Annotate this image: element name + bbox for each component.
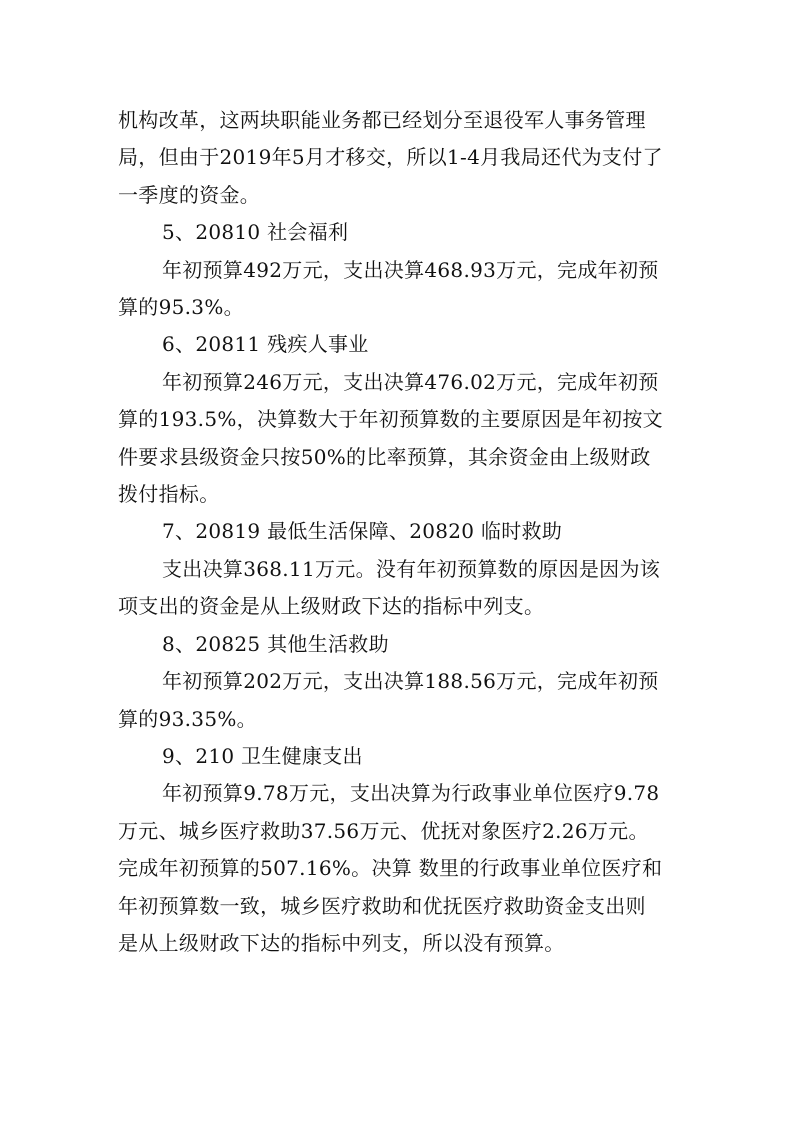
section-heading — [118, 626, 678, 663]
text-line: 年初预算246万元，支出决算476.02万元，完成年初预 — [162, 369, 659, 394]
text-line: 年初预算数一致，城乡医疗救助和优抚医疗救助资金支出则 — [118, 893, 646, 918]
document-body — [118, 102, 678, 962]
text-line: 件要求县级资金只按50%的比率预算，其余资金由上级财政 — [118, 444, 651, 469]
paragraph — [118, 775, 678, 962]
paragraph — [118, 102, 678, 214]
paragraph — [118, 663, 678, 738]
text-line: 年初预算202万元，支出决算188.56万元，完成年初预 — [162, 669, 659, 694]
heading-text: 8、20825 其他生活救助 — [162, 631, 389, 656]
text-line: 算的193.5%，决算数大于年初预算数的主要原因是年初按文 — [118, 407, 663, 432]
text-line: 局，但由于2019年5月才移交，所以1-4月我局还代为支付了 — [118, 145, 663, 170]
text-line: 完成年初预算的507.16%。决算 数里的行政事业单位医疗和 — [118, 856, 663, 881]
paragraph — [118, 252, 678, 327]
paragraph — [118, 551, 678, 626]
text-line: 拨付指标。 — [118, 482, 220, 507]
text-line: 算的95.3%。 — [118, 295, 244, 320]
section-heading — [118, 326, 678, 363]
text-line: 一季度的资金。 — [118, 182, 261, 207]
section-heading — [118, 513, 678, 550]
heading-text: 9、210 卫生健康支出 — [162, 743, 363, 768]
text-line: 是从上级财政下达的指标中列支，所以没有预算。 — [118, 930, 565, 955]
text-line: 机构改革，这两块职能业务都已经划分至退役军人事务管理 — [118, 108, 646, 132]
text-line: 万元、城乡医疗救助37.56万元、优抚对象医疗2.26万元。 — [118, 818, 649, 843]
section-heading — [118, 738, 678, 775]
text-line: 年初预算9.78万元，支出决算为行政事业单位医疗9.78 — [162, 781, 660, 806]
text-line: 项支出的资金是从上级财政下达的指标中列支。 — [118, 594, 545, 619]
heading-text: 6、20811 残疾人事业 — [162, 332, 369, 357]
text-line: 年初预算492万元，支出决算468.93万元，完成年初预 — [162, 257, 659, 282]
text-line: 算的93.35%。 — [118, 706, 257, 731]
paragraph — [118, 364, 678, 514]
heading-text: 5、20810 社会福利 — [162, 220, 349, 245]
heading-text: 7、20819 最低生活保障、20820 临时救助 — [162, 519, 563, 544]
text-line: 支出决算368.11万元。没有年初预算数的原因是因为该 — [162, 556, 661, 581]
section-heading — [118, 214, 678, 251]
